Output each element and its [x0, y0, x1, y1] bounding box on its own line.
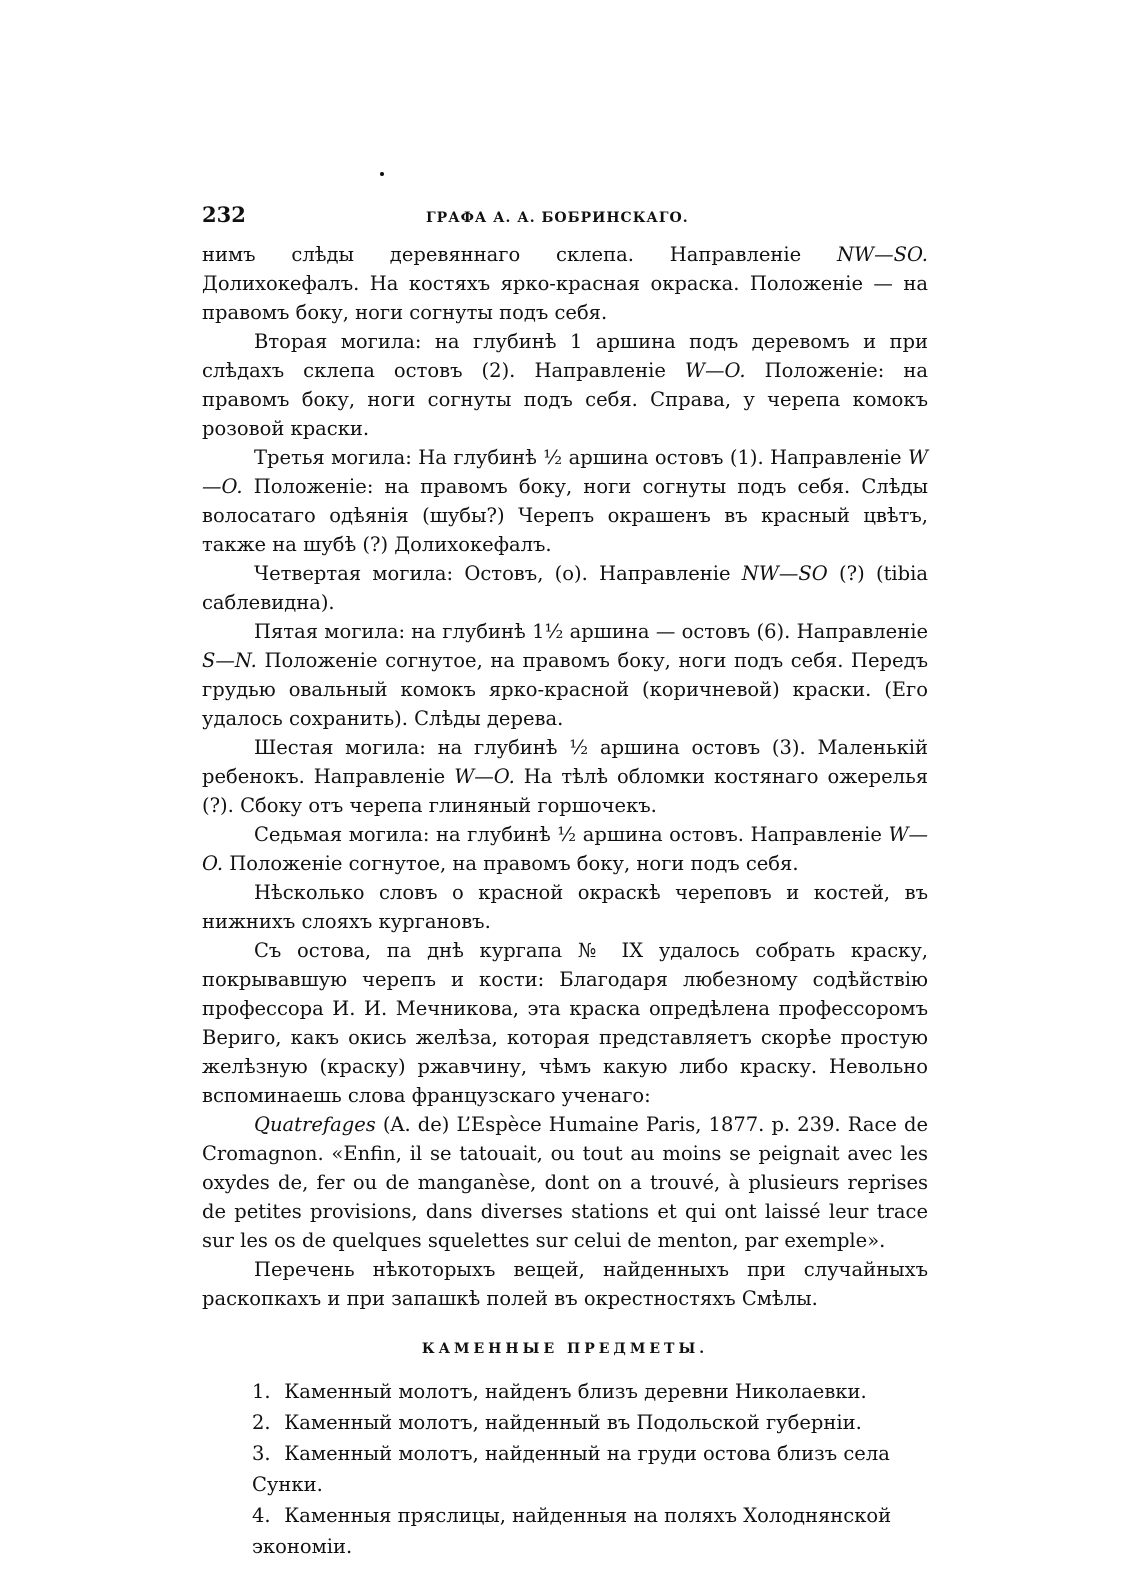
paragraph-sixth-grave: Шестая могила: на глубинѣ ½ аршина остовъ (3). Маленькій ребенокъ. Направленіе W—O. На тѣлѣ обломки костянаго ожерелья (?). Сбоку отъ черепа глиняный горшочекъ. [202, 736, 928, 817]
running-title: ГРАФА А. А. БОБРИНСКАГО. [426, 210, 689, 226]
page [202, 200, 928, 1562]
paragraph-seventh-grave: Седьмая могила: на глубинѣ ½ аршина остовъ. Направленіе W—O. Положеніе согнутое, на правомъ боку, ноги подъ себя. [202, 823, 928, 875]
paragraph-red-coloring: Нѣсколько словъ о красной окраскѣ череповъ и костей, въ нижнихъ слояхъ кургановъ. [202, 881, 928, 933]
paragraph-quatrefages-quote: Quatrefages (A. de) L’Espèce Humaine Paris, 1877. p. 239. Race de Cromagnon. «Enfin, il se tatouait, ou tout au moins se peignait avec les oxydes de, fer ou de manganèse, dont on a trouvé, à plusieurs reprises de petites provisions, dans diverses stations et qui ont laissé leur trace sur les os de quelques squelettes sur celui de menton, par exemple». [202, 1113, 928, 1252]
section-title: КАМЕННЫЕ ПРЕДМЕТЫ. [421, 1341, 709, 1357]
print-speck [380, 172, 384, 176]
paragraph-1: нимъ слѣды деревяннаго склепа. Направленіе NW—SO. Долихокефалъ. На костяхъ ярко-красная окраска. Положеніе — на правомъ боку, ноги согнуты подъ себя. [202, 243, 928, 324]
paragraph-second-grave: Вторая могила: на глубинѣ 1 аршина подъ деревомъ и при слѣдахъ склепа остовъ (2). Направленіе W—O. Положеніе: на правомъ боку, ноги согнуты подъ себя. Справа, у черепа комокъ розовой краски. [202, 330, 928, 440]
paragraph-kurgan-ix: Съ остова, па днѣ кургапа № IX удалось собрать краску, покрывавшую черепъ и кости: Благодаря любезному содѣйствію профессора И. И. Мечникова, эта краска опредѣлена профессоромъ Вериго, какъ окись желѣза, которая представляетъ скорѣе простую желѣзную (краску) ржавчину, чѣмъ какую либо краску. Невольно вспоминаешь слова французскаго ученаго: [202, 939, 928, 1107]
stone-items-list [202, 1376, 928, 1562]
list-item: 3. Каменный молотъ, найденный на груди остова близъ села Сунки. [252, 1442, 890, 1496]
list-item: 1. Каменный молотъ, найденъ близъ деревни Николаевки. [252, 1380, 867, 1403]
list-item: 4. Каменныя пряслицы, найденныя на поляхъ Холоднянской экономіи. [252, 1504, 892, 1558]
page-number: 232 [202, 202, 246, 227]
paragraph-list-intro: Перечень нѣкоторыхъ вещей, найденныхъ при случайныхъ раскопкахъ и при запашкѣ полей въ окрестностяхъ Смѣлы. [202, 1258, 928, 1310]
paragraph-fourth-grave: Четвертая могила: Остовъ, (о). Направленіе NW—SO (?) (tibia саблевидна). [202, 562, 928, 614]
page-header [202, 200, 928, 230]
list-item: 2. Каменный молотъ, найденный въ Подольской губерніи. [252, 1411, 862, 1434]
paragraph-fifth-grave: Пятая могила: на глубинѣ 1½ аршина — остовъ (6). Направленіе S—N. Положеніе согнутое, на правомъ боку, ноги подъ себя. Передъ грудью овальный комокъ ярко-красной (коричневой) краски. (Его удалось сохранить). Слѣды дерева. [202, 620, 928, 730]
paragraph-third-grave: Третья могила: На глубинѣ ½ аршина остовъ (1). Направленіе W—O. Положеніе: на правомъ боку, ноги согнуты подъ себя. Слѣды волосатаго одѣянія (шубы?) Черепъ окрашенъ въ красный цвѣтъ, также на шубѣ (?) Долихокефалъ. [202, 446, 928, 556]
